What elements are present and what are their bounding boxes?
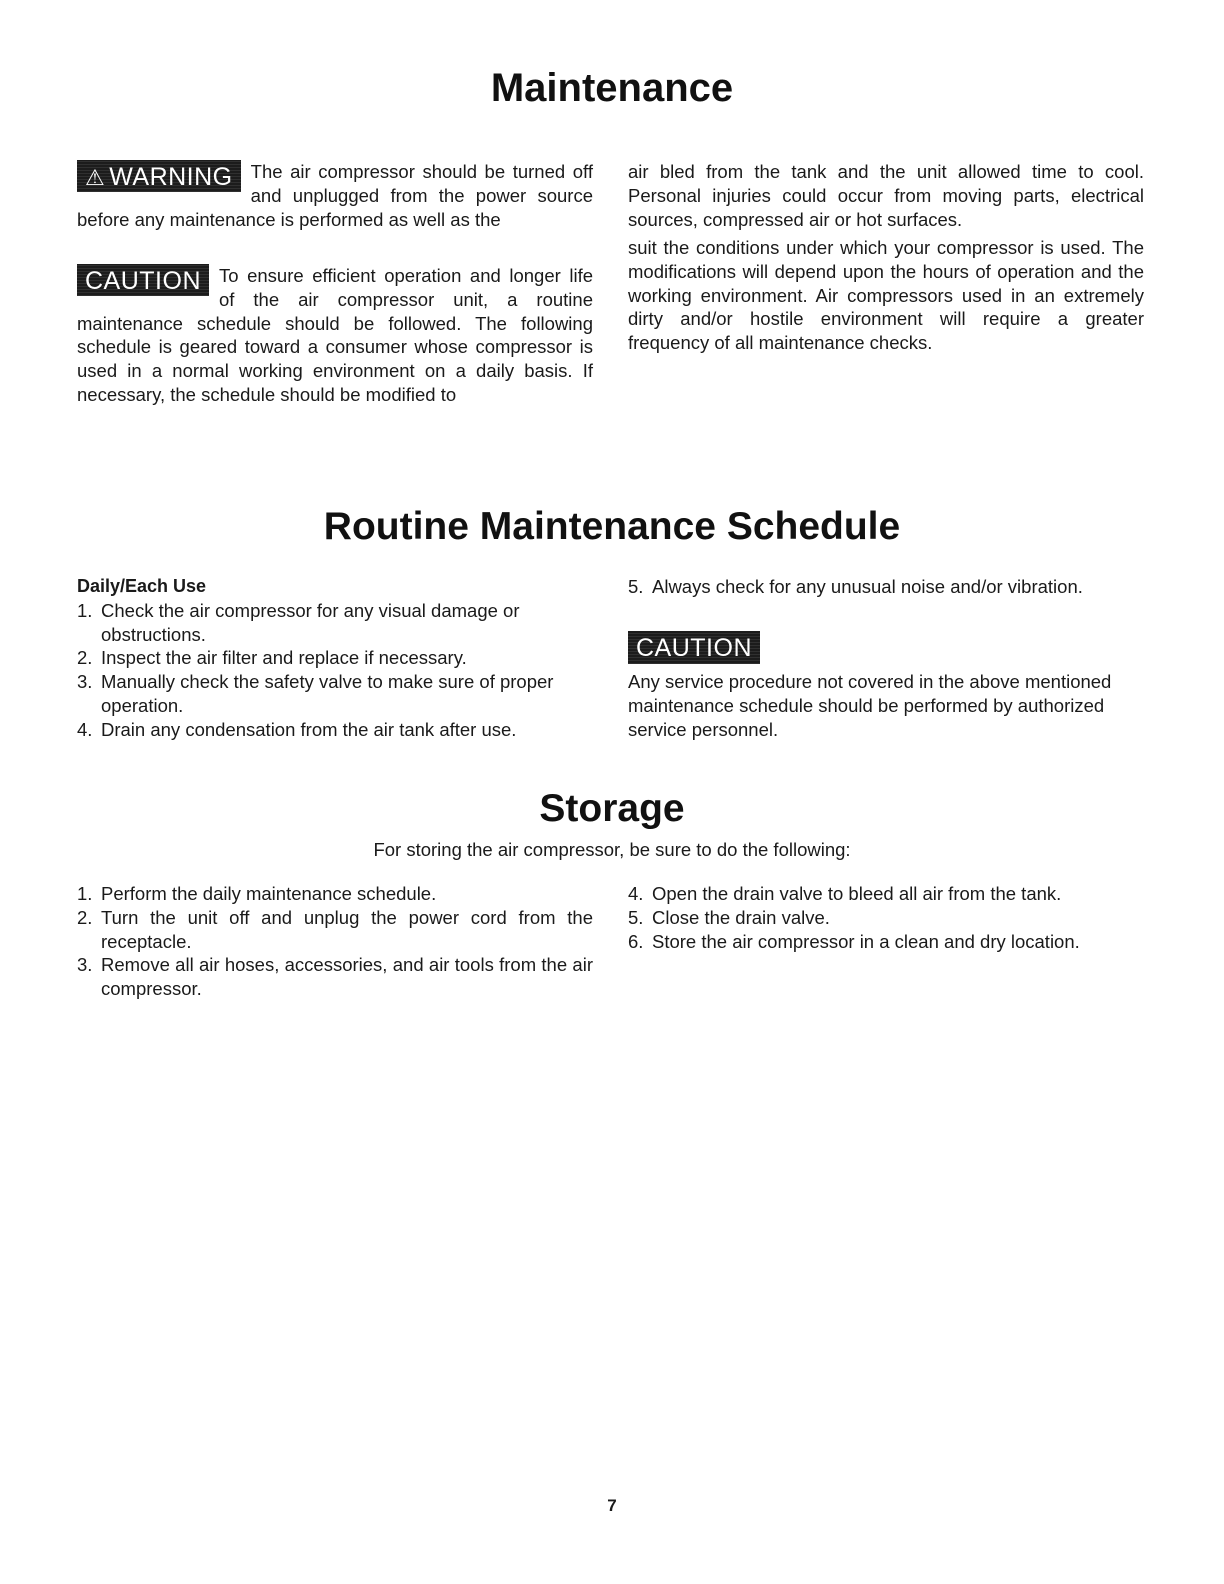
list-item (77, 906, 593, 954)
storage-right-column (628, 882, 1144, 953)
routine-list-left (77, 599, 593, 742)
routine-list-right (628, 575, 1144, 599)
list-item (77, 718, 593, 742)
item-number: 2. (77, 647, 93, 669)
list-item (628, 575, 1144, 599)
warning-text-right: air bled from the tank and the unit allowed time to cool. Personal injuries could occur from moving parts, electrical sources, compressed air or hot surfaces. (628, 161, 1144, 230)
list-item (77, 670, 593, 718)
item-number: 5. (628, 906, 644, 928)
daily-subheading: Daily/Each Use (77, 576, 207, 596)
section-title-storage: Storage (539, 787, 685, 830)
item-text: Always check for any unusual noise and/or vibration. (652, 576, 1083, 597)
item-number: 3. (77, 954, 93, 976)
storage-list-left (77, 882, 593, 1001)
item-text: Open the drain valve to bleed all air from the tank. (652, 883, 1062, 904)
item-text: Close the drain valve. (652, 906, 830, 928)
routine-left-column (77, 575, 593, 742)
section-title-routine: Routine Maintenance Schedule (323, 505, 901, 548)
list-item (77, 882, 593, 906)
list-item (628, 882, 1144, 906)
list-item (628, 906, 1144, 930)
storage-left-column (77, 882, 593, 1001)
list-item (77, 646, 593, 670)
routine-caution-text: Any service procedure not covered in the above mentioned maintenance schedule should be performed by authorized service personnel. (628, 671, 1112, 740)
page-title-maintenance: Maintenance (490, 66, 734, 110)
item-number: 5. (628, 576, 644, 597)
item-number: 1. (77, 883, 93, 904)
item-number: 4. (77, 718, 93, 740)
warning-triangle-icon: ⚠ (85, 165, 106, 190)
warning-badge (77, 160, 241, 192)
item-text: Manually check the safety valve to make sure of proper operation. (101, 671, 554, 716)
storage-list-right (628, 882, 1144, 953)
routine-caution-badge: CAUTION (628, 631, 760, 664)
item-number: 2. (77, 906, 93, 928)
item-text: Inspect the air filter and replace if necessary. (101, 647, 467, 669)
item-number: 3. (77, 671, 93, 693)
item-text: Perform the daily maintenance schedule. (101, 883, 437, 904)
item-text: Remove all air hoses, accessories, and air tools from the air compressor. (101, 954, 593, 1000)
item-text: Turn the unit off and unplug the power cord from the receptacle. (101, 906, 593, 952)
item-text: Drain any condensation from the air tank after use. (101, 718, 517, 740)
item-number: 6. (628, 930, 644, 952)
routine-right-column (628, 575, 1144, 599)
list-item (77, 599, 593, 647)
caution-badge: CAUTION (77, 264, 209, 296)
item-number: 4. (628, 883, 644, 904)
storage-intro: For storing the air compressor, be sure to do the following: (373, 839, 851, 860)
caution-text-right: suit the conditions under which your compressor is used. The modifications will depend upon the hours of operation and the working environment. Air compressors used in an extremely dirty and/or hostile environment will require a greater frequency of all maintenance checks. (628, 237, 1144, 354)
caution-paragraph-left (77, 264, 593, 407)
item-number: 1. (77, 599, 93, 621)
page-number: 7 (607, 1496, 617, 1515)
list-item (77, 953, 593, 1001)
item-text: Check the air compressor for any visual damage or obstructions. (101, 599, 520, 645)
list-item (628, 930, 1144, 954)
item-text: Store the air compressor in a clean and dry location. (652, 930, 1080, 952)
warning-text-left: The air compressor should be turned off and unplugged from the power source before any maintenance is performed as well as the (77, 161, 593, 230)
caution-text-left: To ensure efficient operation and longer life of the air compressor unit, a routine maintenance schedule should be followed. The following schedule is geared toward a consumer whose compressor is used in a normal working environment on a daily basis. If necessary, the schedule should be modified to (77, 265, 593, 405)
warning-paragraph-left (77, 160, 593, 231)
warning-badge-label: WARNING (109, 163, 233, 191)
